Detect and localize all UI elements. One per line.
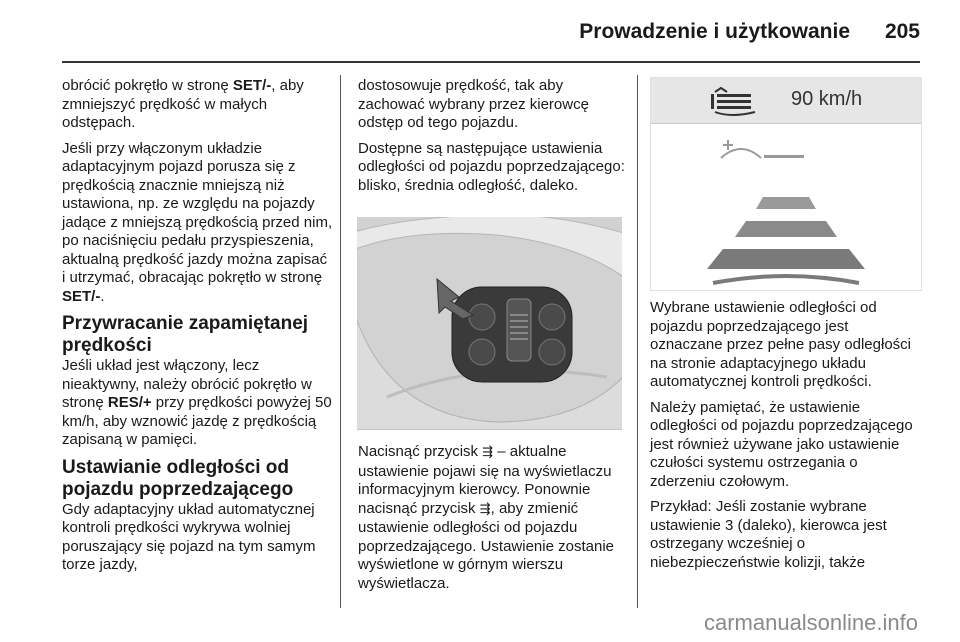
page-number: 205 <box>884 20 920 43</box>
display-speed: 90 km/h <box>791 88 863 110</box>
watermark: carmanualsonline.info <box>703 610 918 635</box>
paragraph <box>62 357 334 450</box>
cruise-status-icons <box>651 78 781 123</box>
steering-wheel-illustration <box>357 217 622 430</box>
text: , aby zmienić ustawienie odległości od pojazdu poprzedzającego. Ustawienie zostanie wyświetlone w górnym wierszu wyświetlacza. <box>358 499 614 592</box>
text-column-2 <box>358 77 626 202</box>
text: Jeśli układ jest włączony, lecz nieaktywny, należy obrócić pokrętło w stronę <box>62 357 312 411</box>
steering-wheel-figure <box>357 217 622 430</box>
paragraph: Przykład: Jeśli zostanie wybrane ustawienie 3 (daleko), kierowca jest ostrzegany wcześniej o niebezpieczeństwie kolizji, także <box>650 498 887 571</box>
text: obrócić pokrętło w stronę <box>62 77 233 94</box>
control-label: RES/+ <box>107 394 152 411</box>
section-heading: Przywracanie zapamiętanej prędkości <box>62 313 309 356</box>
text: – aktualne ustawienie pojawi się na wyświetlaczu informacyjnym kierowcy. Ponownie nacisnąć przycisk <box>358 443 612 517</box>
paragraph: Gdy adaptacyjny układ automatycznej kontroli prędkości wykrywa wolniej poruszający się pojazd na tym samym torze jazdy, <box>62 500 316 573</box>
display-top-row <box>651 78 921 124</box>
text-column-3 <box>650 299 918 579</box>
text-column-2-continued <box>358 443 626 600</box>
text-column-1 <box>62 77 334 582</box>
text: Nacisnąć przycisk <box>358 443 483 460</box>
text: przy prędkości powyżej 50 km/h, aby wznowić jazdę z prędkością zapisaną w pamięci. <box>62 394 332 448</box>
header-rule <box>62 61 920 63</box>
control-label: SET/- <box>232 77 272 94</box>
text: Jeśli przy włączonym układzie adaptacyjnym pojazd porusza się z prędkością znacznie mniejszą niż ustawiona, np. ze względu na pojazdy jadące z mniejszą prędkością przed nim, po naciśnięciu pedału przyspieszenia, aktualną prędkość jazdy można zapisać i utrzymać, obracając pokrętło w stronę <box>62 139 333 286</box>
text: . <box>100 287 105 305</box>
paragraph <box>62 77 334 133</box>
distance-button-icon: ⇶ <box>479 501 491 517</box>
control-label: SET/- <box>62 287 101 305</box>
paragraph <box>62 140 334 307</box>
paragraph: dostosowuje prędkość, tak aby zachować wybrany przez kierowcę odstęp od tego pojazdu. <box>358 77 589 131</box>
column-divider <box>637 75 638 608</box>
distance-bars-illustration <box>651 123 921 290</box>
column-divider <box>340 75 341 608</box>
text: , aby zmniejszyć prędkość w małych odstępach. <box>62 77 304 131</box>
driver-info-display-figure <box>650 77 922 291</box>
distance-button-icon: ⇶ <box>482 445 494 460</box>
paragraph: Wybrane ustawienie odległości od pojazdu poprzedzającego jest oznaczane przez pełne pasy odległości na stronie adaptacyjnego układu automatycznej kontroli prędkości. <box>650 299 911 390</box>
paragraph <box>358 443 626 593</box>
paragraph: Dostępne są następujące ustawienia odległości od pojazdu poprzedzającego: blisko, średnia odległość, daleko. <box>358 139 625 194</box>
page-header-title: Prowadzenie i użytkowanie <box>579 20 850 43</box>
paragraph: Należy pamiętać, że ustawienie odległości od pojazdu poprzedzającego jest również używane jako ustawienie czułości systemu ostrzegania o zderzeniu czołowym. <box>650 398 913 490</box>
section-heading: Ustawianie odległości od pojazdu poprzedzającego <box>62 456 294 500</box>
